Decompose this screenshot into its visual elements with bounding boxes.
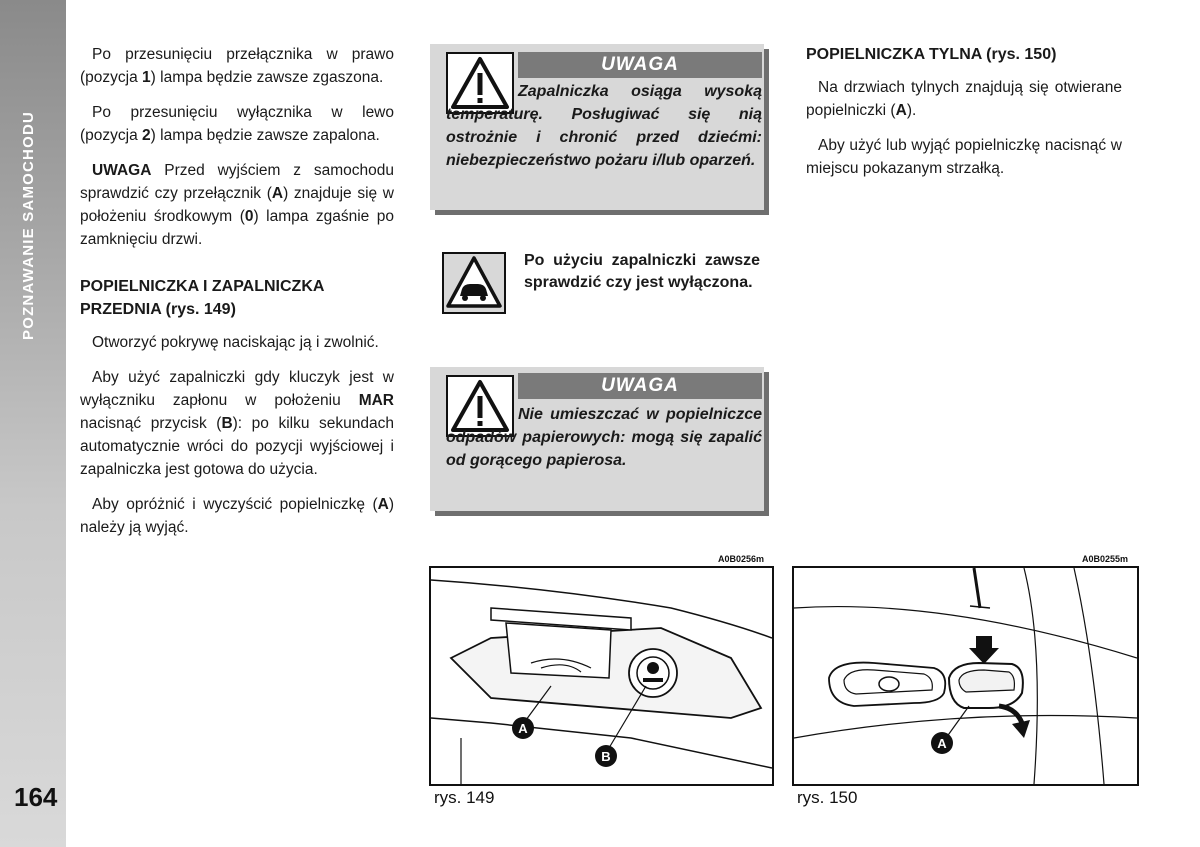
warning-box xyxy=(430,44,764,210)
bold-text: MAR xyxy=(358,392,394,409)
page-number: 164 xyxy=(14,782,58,812)
bold-text: A xyxy=(895,102,907,119)
warning-label: UWAGA xyxy=(518,373,762,399)
bold-text: A xyxy=(377,496,389,513)
car-note-icon xyxy=(442,252,506,314)
text: ) należy ją wyjąć. xyxy=(80,496,394,536)
warning-text: Zapalniczka osiąga wysoką temperaturę. Posługiwać się nią ostrożnie i chronić przed dziećmi: niebezpieczeństwo pożaru i/lub oparzeń. xyxy=(446,83,762,169)
paragraph xyxy=(806,76,1122,122)
figure-code: A0B0256m xyxy=(718,554,765,564)
paragraph xyxy=(80,493,394,539)
text: Na drzwiach tylnych znajdują się otwierane popielniczki ( xyxy=(806,79,1122,119)
right-column xyxy=(806,43,1122,192)
paragraph xyxy=(806,134,1122,180)
figure-caption: rys. 149 xyxy=(434,788,495,807)
text: Otworzyć pokrywę naciskając ją i zwolnić. xyxy=(92,334,379,351)
text: ) lampa zgaśnie po zamknięciu drzwi. xyxy=(80,208,394,248)
figure-reference: (rys. 150) xyxy=(981,46,1057,63)
bold-text: 2 xyxy=(142,127,151,144)
text: ): po kilku sekundach automatycznie wróci do pozycji wyjściowej i zapalniczka jest gotowa do użycia. xyxy=(80,415,394,478)
note-box xyxy=(440,250,762,316)
heading-text: POPIELNICZKA TYLNA xyxy=(806,46,982,63)
callout-a: A xyxy=(518,721,528,736)
callout-b: B xyxy=(601,749,611,764)
section-heading xyxy=(80,275,394,321)
section-sidebar xyxy=(0,0,66,847)
bold-text: B xyxy=(221,415,233,432)
text: ) lampa będzie zawsze zapalona. xyxy=(150,127,380,144)
figure-code: A0B0255m xyxy=(1082,554,1129,564)
bold-text: UWAGA xyxy=(92,162,152,179)
bold-text: A xyxy=(271,185,284,202)
bold-text: 1 xyxy=(142,69,151,86)
figure-149 xyxy=(429,566,774,786)
ashtray-lighter-illustration xyxy=(431,568,772,784)
note-text: Po użyciu zapalniczki zawsze sprawdzić czy jest wyłączona. xyxy=(524,252,760,291)
paragraph xyxy=(80,159,394,251)
text: Aby opróżnić i wyczyścić popielniczkę ( xyxy=(92,496,378,513)
callout-a: A xyxy=(937,736,947,751)
paragraph xyxy=(80,366,394,481)
text: nacisnąć przycisk ( xyxy=(80,415,222,432)
left-column xyxy=(80,43,394,551)
section-title: POZNAWANIE SAMOCHODU xyxy=(20,110,37,340)
paragraph xyxy=(80,101,394,147)
warning-label: UWAGA xyxy=(518,52,762,78)
paragraph xyxy=(80,43,394,89)
warning-text: Nie umieszczać w popielniczce odpadów papierowych: mogą się zapalić od gorącego papierosa. xyxy=(446,406,762,469)
figure-caption: rys. 150 xyxy=(797,788,858,807)
text: ) lampa będzie zawsze zgaszona. xyxy=(150,69,384,86)
section-heading xyxy=(806,43,1122,66)
warning-box xyxy=(430,367,764,511)
heading-text: POPIELNICZKA I ZAPALNICZKA PRZEDNIA xyxy=(80,278,324,318)
bold-text: 0 xyxy=(244,208,254,225)
rear-ashtray-illustration xyxy=(794,568,1137,784)
figure-150 xyxy=(792,566,1139,786)
text: Aby użyć zapalniczki gdy kluczyk jest w wyłączniku zapłonu w położeniu xyxy=(80,369,394,409)
text: Przed wyjściem z samochodu sprawdzić czy przełącznik ( xyxy=(80,162,394,202)
figure-reference: (rys. 149) xyxy=(161,301,236,318)
text: Po przesunięciu przełącznika w prawo (pozycja xyxy=(80,46,394,86)
text: ). xyxy=(906,102,917,119)
paragraph xyxy=(80,331,394,354)
text: Po przesunięciu wyłącznika w lewo (pozycja xyxy=(80,104,394,144)
text: ) znajduje się w położeniu środkowym ( xyxy=(80,185,394,225)
text: Aby użyć lub wyjąć popielniczkę nacisnąć w miejscu pokazanym strzałką. xyxy=(806,137,1122,177)
